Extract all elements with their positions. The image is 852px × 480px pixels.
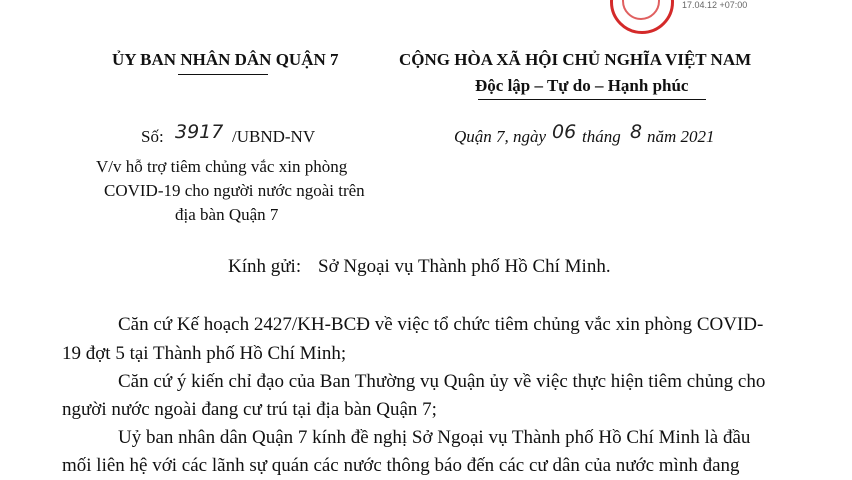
body-line: Căn cứ ý kiến chỉ đạo của Ban Thường vụ Quận ủy về việc thực hiện tiêm chủng cho	[118, 371, 766, 392]
subject-line: địa bàn Quận 7	[175, 205, 279, 224]
body-line: 19 đợt 5 tại Thành phố Hồ Chí Minh;	[62, 343, 347, 364]
date-location: Quận 7, ngày	[454, 127, 547, 146]
national-title: CỘNG HÒA XÃ HỘI CHỦ NGHĨA VIỆT NAM	[399, 50, 752, 69]
date-year: năm 2021	[647, 127, 715, 146]
subject-line: V/v hỗ trợ tiêm chủng vắc xin phòng	[96, 157, 348, 176]
doc-number-suffix: /UBND-NV	[232, 127, 316, 146]
recipient-label: Kính gửi:	[228, 256, 302, 277]
motto-underline	[478, 99, 706, 100]
recipient-name: Sở Ngoại vụ Thành phố Hồ Chí Minh.	[318, 256, 611, 277]
body-line: Uỷ ban nhân dân Quận 7 kính đề nghị Sở Ngoại vụ Thành phố Hồ Chí Minh là đầu	[118, 427, 751, 448]
date-month-label: tháng	[582, 127, 621, 146]
doc-number-handwritten: 3917	[175, 121, 224, 143]
body-line: Căn cứ Kế hoạch 2427/KH-BCĐ về việc tổ chức tiêm chủng vắc xin phòng COVID-	[118, 314, 764, 335]
date-month-handwritten: 8	[630, 121, 643, 143]
org-underline	[178, 74, 268, 75]
national-motto: Độc lập – Tự do – Hạnh phúc	[475, 76, 689, 95]
body-line: mối liên hệ với các lãnh sự quán các nước thông báo đến các cư dân của nước mình đang	[62, 455, 740, 476]
signature-timestamp: 17.04.12 +07:00	[682, 0, 748, 10]
date-day-handwritten: 06	[552, 121, 577, 143]
issuing-organization: ỦY BAN NHÂN DÂN QUẬN 7	[112, 50, 339, 69]
body-line: người nước ngoài đang cư trú tại địa bàn Quận 7;	[62, 399, 437, 420]
subject-line: COVID-19 cho người nước ngoài trên	[104, 181, 365, 200]
doc-number-prefix: Số:	[141, 127, 164, 146]
